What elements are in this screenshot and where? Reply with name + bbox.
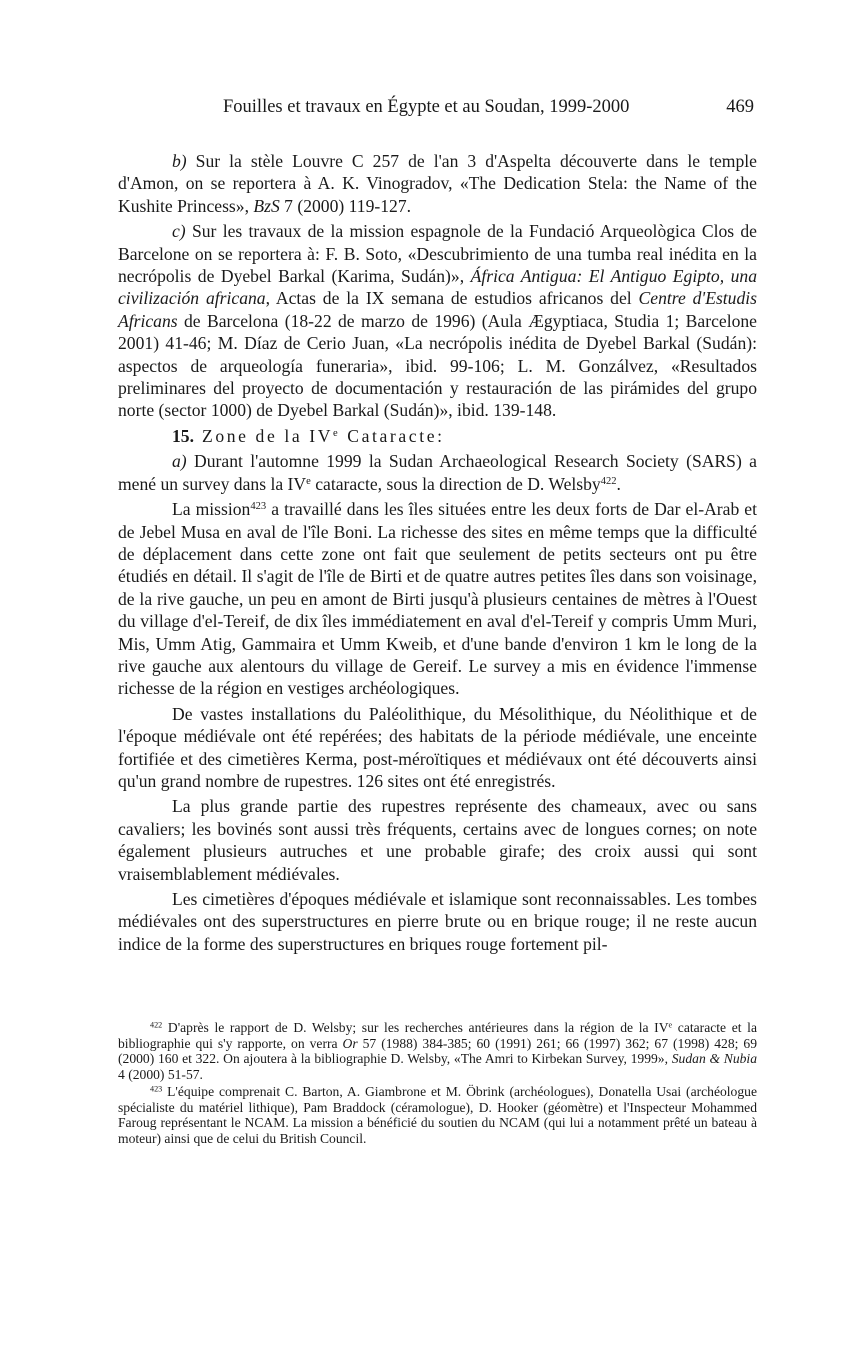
footnote-423 <box>118 1084 757 1147</box>
paragraph-installations: De vastes installations du Paléolithique, du Mésolithique, du Néolithique et de l'époque médiévale ont été repérées; des habitats de la période médiévale, une enceinte fortifiée et des cimetières Kerma, post-méroïtiques et médiévaux ont été découverts ainsi qu'un grand nombre de rupestres. 126 sites ont été enregistrés. <box>118 703 757 791</box>
paragraph-text: La mission <box>172 499 251 520</box>
section-number: 15. <box>172 425 194 446</box>
journal-title: Sudan & Nubia <box>671 1051 758 1067</box>
page-number: 469 <box>726 97 754 117</box>
item-label: b) <box>172 151 187 171</box>
superscript: e <box>306 475 311 487</box>
paragraph-text: de Barcelona (18-22 de marzo de 1996) (Aula Ægyptiaca, Studia 1; Barcelone 2001) 41-46; M. Díaz de Cerio Juan, «La necrópolis inédita de Dyebel Barkal (Sudán): aspectos de arqueología funeraria», ibid. 99-106; L. M. Gonzálvez, «Resultados preliminares del proyecto de documentación y restauración de las pirámides del grupo norte (sector 1000) de Dyebel Barkal (Sudán)», ibid. 139-148. <box>118 310 757 421</box>
footnote-text: 57 (1988) 384-385; 60 (1991) 261; 66 (1997) 362; 67 (1998) 428; 69 (2000) 160 et 322. On ajoutera à la bibliographie D. Welsby, «The Amri to Kirbekan Survey, 1999», <box>118 1035 757 1067</box>
item-label: a) <box>172 451 187 472</box>
section-title-text: Cataracte: <box>340 425 445 446</box>
paragraph-a <box>118 450 757 495</box>
footnotes <box>118 1020 757 1147</box>
paragraph-text: Sur la stèle Louvre C 257 de l'an 3 d'Aspelta découverte dans le temple d'Amon, on se reportera à A. K. Vinogradov, «The Dedication Stela: the Name of the Kushite Princess», <box>118 151 757 216</box>
footnote-text: 4 (2000) 51-57. <box>118 1067 203 1083</box>
paragraph-rupestres: La plus grande partie des rupestres représente des chameaux, avec ou sans cavaliers; les bovinés sont aussi très fréquents, certains avec de longues cornes; on note également plusieurs autruches et une probable girafe; des croix aussi qui sont vraisemblablement médiévales. <box>118 796 757 884</box>
paragraph-text: , Actas de la IX semana de estudios africanos del <box>265 288 639 309</box>
footnote-422 <box>118 1020 757 1083</box>
footnote-text: cataracte et la bibliographie qui s'y rapporte, on verra <box>118 1020 757 1051</box>
footnote-ref[interactable]: 422 <box>600 475 617 487</box>
journal-title: BzS <box>253 195 280 216</box>
paragraph-mission <box>118 498 757 700</box>
footnote-ref[interactable]: 423 <box>250 501 267 513</box>
footnote-text: L'équipe comprenait C. Barton, A. Giambrone et M. Öbrink (archéologues), Donatella Usai (archéologue spécialiste du matériel lithique), Pam Braddock (céramologue), D. Hooker (géomètre) et l'Inspecteur Mohammed Faroug représentant le NCAM. La mission a bénéficié du soutien du NCAM (qui lui a notamment prêté un bateau à moteur) ainsi que de celui du British Council. <box>118 1083 757 1146</box>
main-text <box>118 150 757 955</box>
paragraph-text: Durant l'automne 1999 la Sudan Archaeological Research Society (SARS) a mené un survey dans la IV <box>118 451 757 494</box>
superscript: e <box>668 1020 673 1030</box>
section-title-text: Zone de la IV <box>202 425 334 446</box>
section-heading <box>118 425 757 447</box>
section-title <box>202 426 445 446</box>
running-head <box>118 97 758 121</box>
paragraph-text: . <box>616 473 621 494</box>
footnote-text: D'après le rapport de D. Welsby; sur les recherches antérieures dans la région de la IV <box>162 1020 669 1035</box>
footnote-number: 423 <box>150 1084 163 1094</box>
footnote-number: 422 <box>150 1020 163 1030</box>
running-title: Fouilles et travaux en Égypte et au Soudan, 1999-2000 <box>223 97 630 117</box>
paragraph-cimetieres: Les cimetières d'époques médiévale et islamique sont reconnaissables. Les tombes médiévales ont des superstructures en pierre brute ou en brique rouge; il ne reste aucun indice de la forme des superstructures en briques rouge fortement pil- <box>118 889 757 954</box>
superscript: e <box>333 428 341 440</box>
paragraph-text: a travaillé dans les îles situées entre les deux forts de Dar el-Arab et de Jebel Musa en aval de l'île Boni. La richesse des sites en même temps que la difficulté de déplacement dans cette zone ont fait que seulement de petits secteurs ont pu être étudiés en détail. Il s'agit de l'île de Birti et de quatre autres petites îles dans son voisinage, de la rive gauche, un peu en amont de Birti jusqu'à plusieurs centaines de mètres à l'Ouest du village d'el-Tereif, de dix îles immédiatement en aval d'el-Tereif y compris Umm Muri, Mis, Umm Atig, Gammaira et Umm Kweib, et d'une bande d'environ 1 km le long de la rive gauche aux alentours du village de Gereif. Le survey a mis en évidence l'immense richesse de la région en vestiges archéologiques. <box>118 499 757 699</box>
paragraph-b <box>118 150 757 217</box>
item-label: c) <box>172 221 186 242</box>
paragraph-text: cataracte, sous la direction de D. Welsby <box>310 473 601 494</box>
journal-title: Or <box>342 1035 358 1051</box>
book-title: África Antigua: El Antiguo Egipto, una civilización africana <box>118 266 757 309</box>
paragraph-text: Sur les travaux de la mission espagnole de la Fundació Arqueològica Clos de Barcelone on se reportera à: F. B. Soto, «Descubrimiento de una tumba real inédita en la necrópolis de Dyebel Barkal (Karima, Sudán)», <box>118 221 757 287</box>
paragraph-c <box>118 220 757 422</box>
institution-name: Centre d'Estudis Africans <box>118 288 758 331</box>
paragraph-text: 7 (2000) 119-127. <box>279 195 412 216</box>
